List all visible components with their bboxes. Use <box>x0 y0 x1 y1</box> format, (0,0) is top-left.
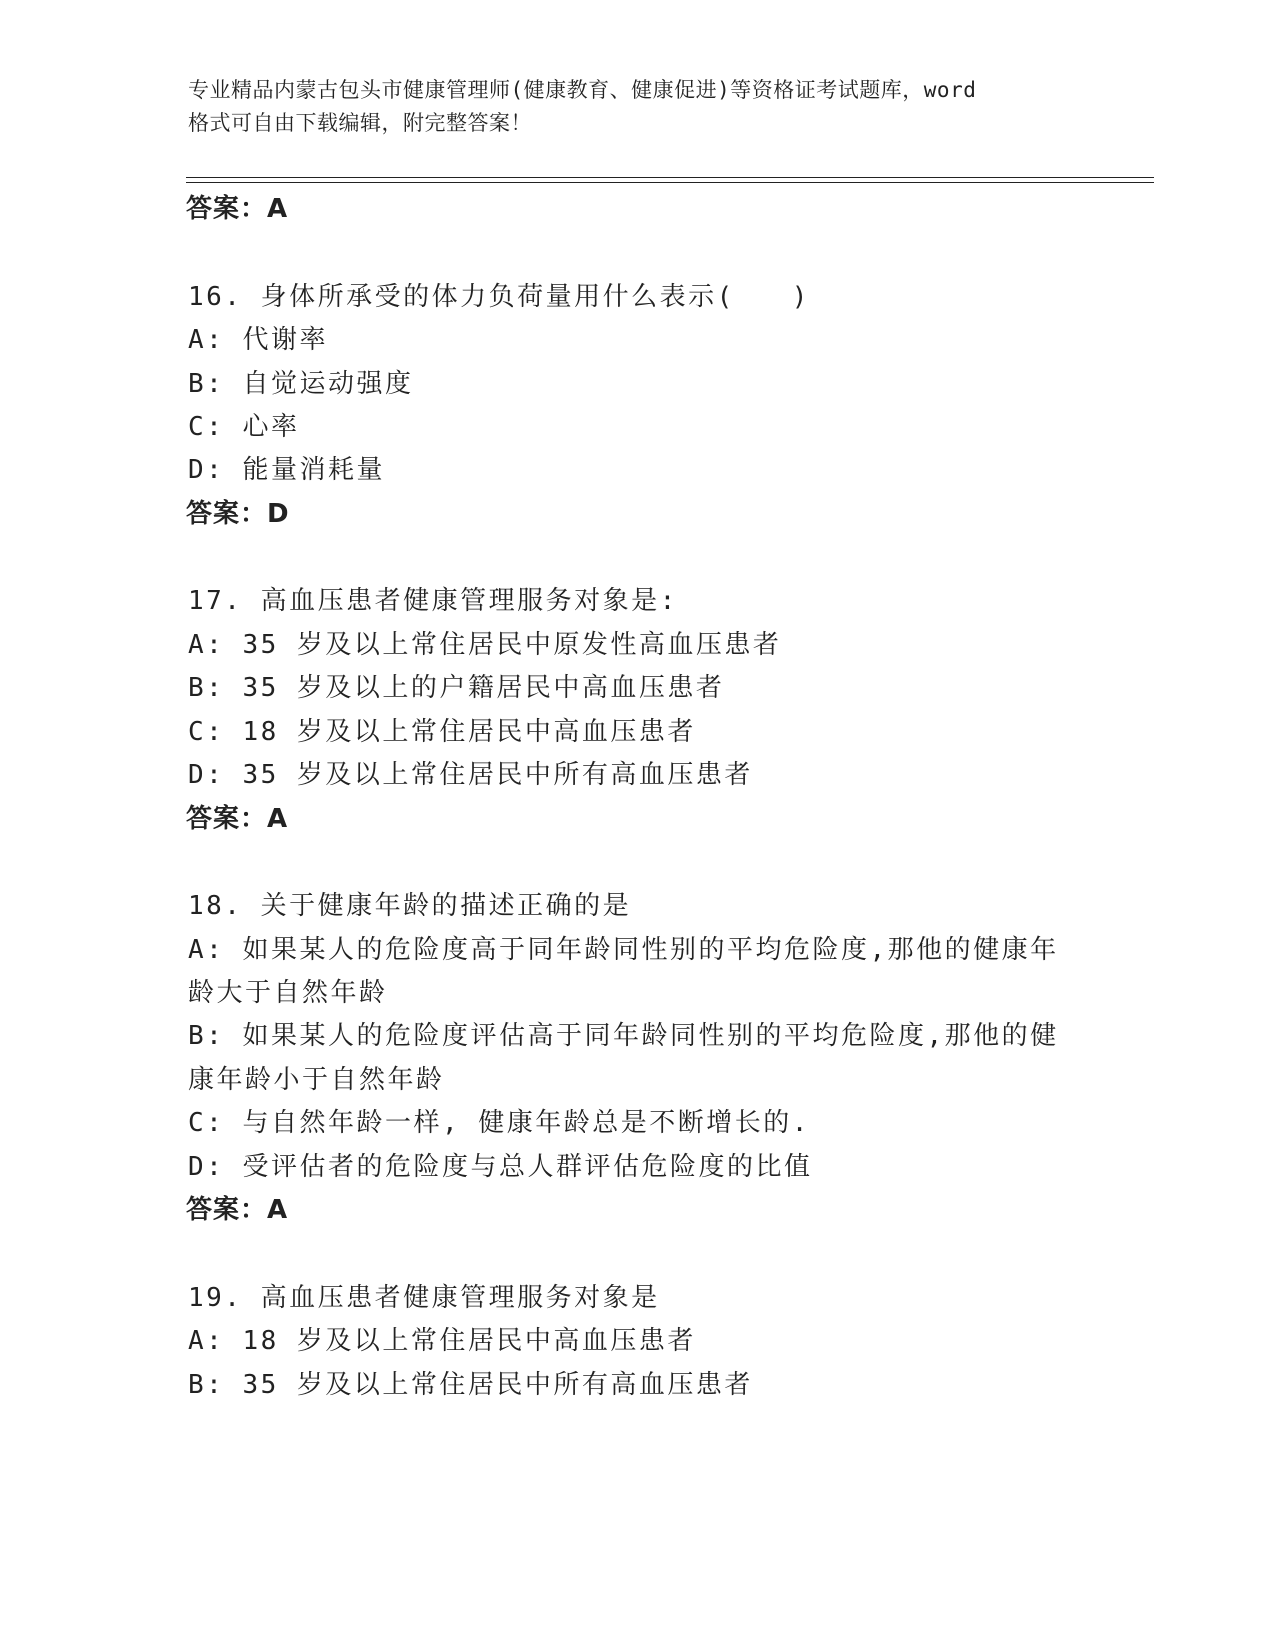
answer-18: 答案：A <box>186 1195 289 1225</box>
question-16-option-d: D: 能量消耗量 <box>188 455 385 485</box>
document-header <box>188 74 1088 140</box>
question-17-option-c: C: 18 岁及以上常住居民中高血压患者 <box>188 717 696 747</box>
question-16-option-c: C: 心率 <box>188 412 300 442</box>
question-18-option-b-continued: 康年龄小于自然年龄 <box>188 1065 445 1095</box>
answer-15: 答案：A <box>186 194 289 224</box>
question-18-option-d: D: 受评估者的危险度与总人群评估危险度的比值 <box>188 1152 813 1182</box>
question-19-option-b: B: 35 岁及以上常住居民中所有高血压患者 <box>188 1370 753 1400</box>
header-divider-bottom <box>186 182 1154 183</box>
header-line-1: 专业精品内蒙古包头市健康管理师(健康教育、健康促进)等资格证考试题库，word <box>188 78 977 102</box>
header-divider-top <box>186 177 1154 178</box>
question-17-option-d: D: 35 岁及以上常住居民中所有高血压患者 <box>188 760 753 790</box>
question-16: 16. 身体所承受的体力负荷量用什么表示( ) <box>188 282 810 312</box>
question-19-option-a: A: 18 岁及以上常住居民中高血压患者 <box>188 1326 696 1356</box>
question-16-option-a: A: 代谢率 <box>188 325 328 355</box>
answer-17: 答案：A <box>186 804 289 834</box>
question-17-option-b: B: 35 岁及以上的户籍居民中高血压患者 <box>188 673 725 703</box>
question-18-option-b: B: 如果某人的危险度评估高于同年龄同性别的平均危险度,那他的健 <box>188 1021 1059 1051</box>
question-18-option-a: A: 如果某人的危险度高于同年龄同性别的平均危险度,那他的健康年 <box>188 935 1059 965</box>
question-17: 17. 高血压患者健康管理服务对象是: <box>188 586 678 616</box>
question-16-option-b: B: 自觉运动强度 <box>188 369 414 399</box>
question-19: 19. 高血压患者健康管理服务对象是 <box>188 1283 660 1313</box>
question-18-option-a-continued: 龄大于自然年龄 <box>188 978 388 1008</box>
header-line-2: 格式可自由下载编辑，附完整答案！ <box>188 111 532 135</box>
answer-16: 答案：D <box>186 499 290 529</box>
question-18-option-c: C: 与自然年龄一样, 健康年龄总是不断增长的. <box>188 1108 810 1138</box>
question-18: 18. 关于健康年龄的描述正确的是 <box>188 891 632 921</box>
question-17-option-a: A: 35 岁及以上常住居民中原发性高血压患者 <box>188 630 782 660</box>
